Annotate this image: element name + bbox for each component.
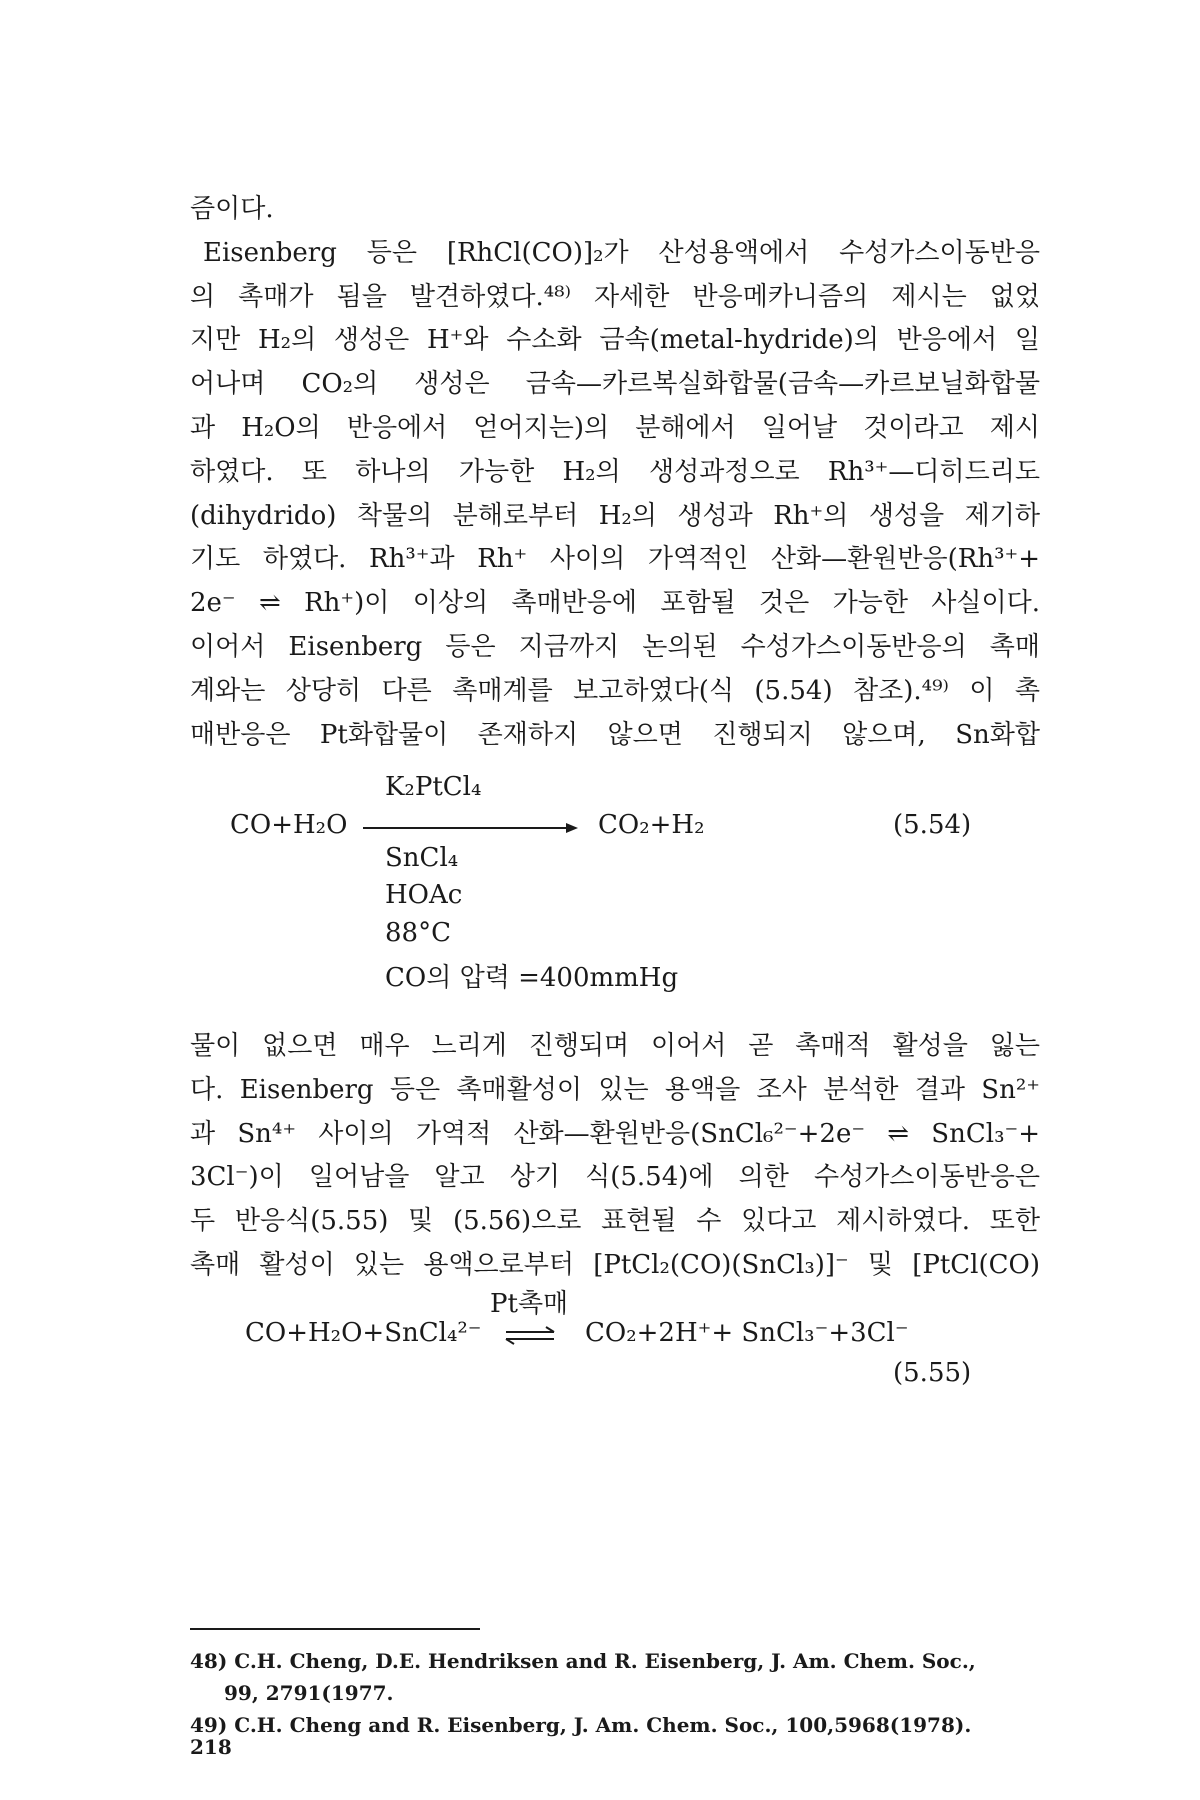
text-line: 3Cl⁻)이 일어남을 알고 상기 식(5.54)에 의한 수성가스이동반응은 bbox=[190, 1162, 1040, 1193]
text-line: 매반응은 Pt화합물이 존재하지 않으면 진행되지 않으며, Sn화합 bbox=[190, 719, 1040, 750]
text-line: 2e⁻ ⇌ Rh⁺)이 이상의 촉매반응에 포함될 것은 가능한 사실이다. bbox=[190, 588, 1040, 619]
eq55-catalyst: Pt촉매 bbox=[490, 1289, 569, 1319]
footnote-49: 49) C.H. Cheng and R. Eisenberg, J. Am. Chem. Soc., 100,5968(1978). bbox=[190, 1713, 972, 1737]
eq55-rhs: CO₂+2H⁺+ SnCl₃⁻+3Cl⁻ bbox=[585, 1318, 909, 1348]
eq54-number: (5.54) bbox=[893, 810, 972, 840]
text-line: 다. Eisenberg 등은 촉매활성이 있는 용액을 조사 분석한 결과 Sn²⁺ bbox=[190, 1074, 1040, 1105]
eq55-number: (5.55) bbox=[893, 1358, 972, 1388]
eq54-lhs: CO+H₂O bbox=[230, 810, 348, 840]
body-text-top bbox=[190, 188, 1040, 757]
text-line: Eisenberg 등은 [RhCl(CO)]₂가 산성용액에서 수성가스이동반응 bbox=[203, 237, 1040, 268]
eq55-equilibrium-arrow bbox=[504, 1326, 558, 1346]
text-line: 과 Sn⁴⁺ 사이의 가역적 산화—환원반응(SnCl₆²⁻+2e⁻ ⇌ SnCl₃⁻+ bbox=[190, 1118, 1040, 1149]
eq54-arrowhead bbox=[566, 823, 578, 833]
text-line: (dihydrido) 착물의 분해로부터 H₂의 생성과 Rh⁺의 생성을 제기하 bbox=[190, 500, 1040, 531]
text-line: 지만 H₂의 생성은 H⁺와 수소화 금속(metal-hydride)의 반응에서 일 bbox=[190, 325, 1040, 356]
eq55-lhs: CO+H₂O+SnCl₄²⁻ bbox=[245, 1318, 482, 1348]
footnote-48-cont: 99, 2791(1977. bbox=[224, 1681, 394, 1705]
text-line: 어나며 CO₂의 생성은 금속—카르복실화합물(금속—카르보닐화합물 bbox=[190, 369, 1040, 400]
text-line: 과 H₂O의 반응에서 얻어지는)의 분해에서 일어날 것이라고 제시 bbox=[190, 412, 1040, 443]
eq54-condition: HOAc bbox=[385, 880, 463, 910]
text-line: 하였다. 또 하나의 가능한 H₂의 생성과정으로 Rh³⁺—디히드리도 bbox=[190, 456, 1040, 487]
text-line: 기도 하였다. Rh³⁺과 Rh⁺ 사이의 가역적인 산화—환원반응(Rh³⁺+ bbox=[190, 544, 1040, 575]
eq54-arrow bbox=[363, 827, 570, 829]
footnotes bbox=[190, 1645, 1050, 1741]
eq54-condition: SnCl₄ bbox=[385, 843, 459, 873]
eq54-condition: CO의 압력 =400mmHg bbox=[385, 963, 679, 993]
text-line: 의 촉매가 됨을 발견하였다.⁴⁸⁾ 자세한 반응메카니즘의 제시는 없었 bbox=[190, 281, 1040, 312]
text-line: 두 반응식(5.55) 및 (5.56)으로 표현될 수 있다고 제시하였다. 또한 bbox=[190, 1206, 1040, 1237]
eq54-condition: 88°C bbox=[385, 918, 451, 948]
text-line: 물이 없으면 매우 느리게 진행되며 이어서 곧 촉매적 활성을 잃는 bbox=[190, 1031, 1040, 1061]
eq54-catalyst: K₂PtCl₄ bbox=[385, 772, 482, 802]
text-line: 촉매 활성이 있는 용액으로부터 [PtCl₂(CO)(SnCl₃)]⁻ 및 [PtCl(CO) bbox=[190, 1249, 1040, 1280]
eq54-rhs: CO₂+H₂ bbox=[598, 810, 705, 840]
text-line: 이어서 Eisenberg 등은 지금까지 논의된 수성가스이동반응의 촉매 bbox=[190, 631, 1040, 662]
footnote-rule bbox=[190, 1628, 480, 1630]
text-line: 즘이다. bbox=[190, 194, 274, 224]
footnote-48: 48) C.H. Cheng, D.E. Hendriksen and R. Eisenberg, J. Am. Chem. Soc., bbox=[190, 1649, 976, 1673]
body-text-middle bbox=[190, 1025, 1040, 1288]
text-line: 계와는 상당히 다른 촉매계를 보고하였다(식 (5.54) 참조).⁴⁹⁾ 이 촉 bbox=[190, 675, 1040, 706]
page-number: 218 bbox=[190, 1735, 232, 1759]
